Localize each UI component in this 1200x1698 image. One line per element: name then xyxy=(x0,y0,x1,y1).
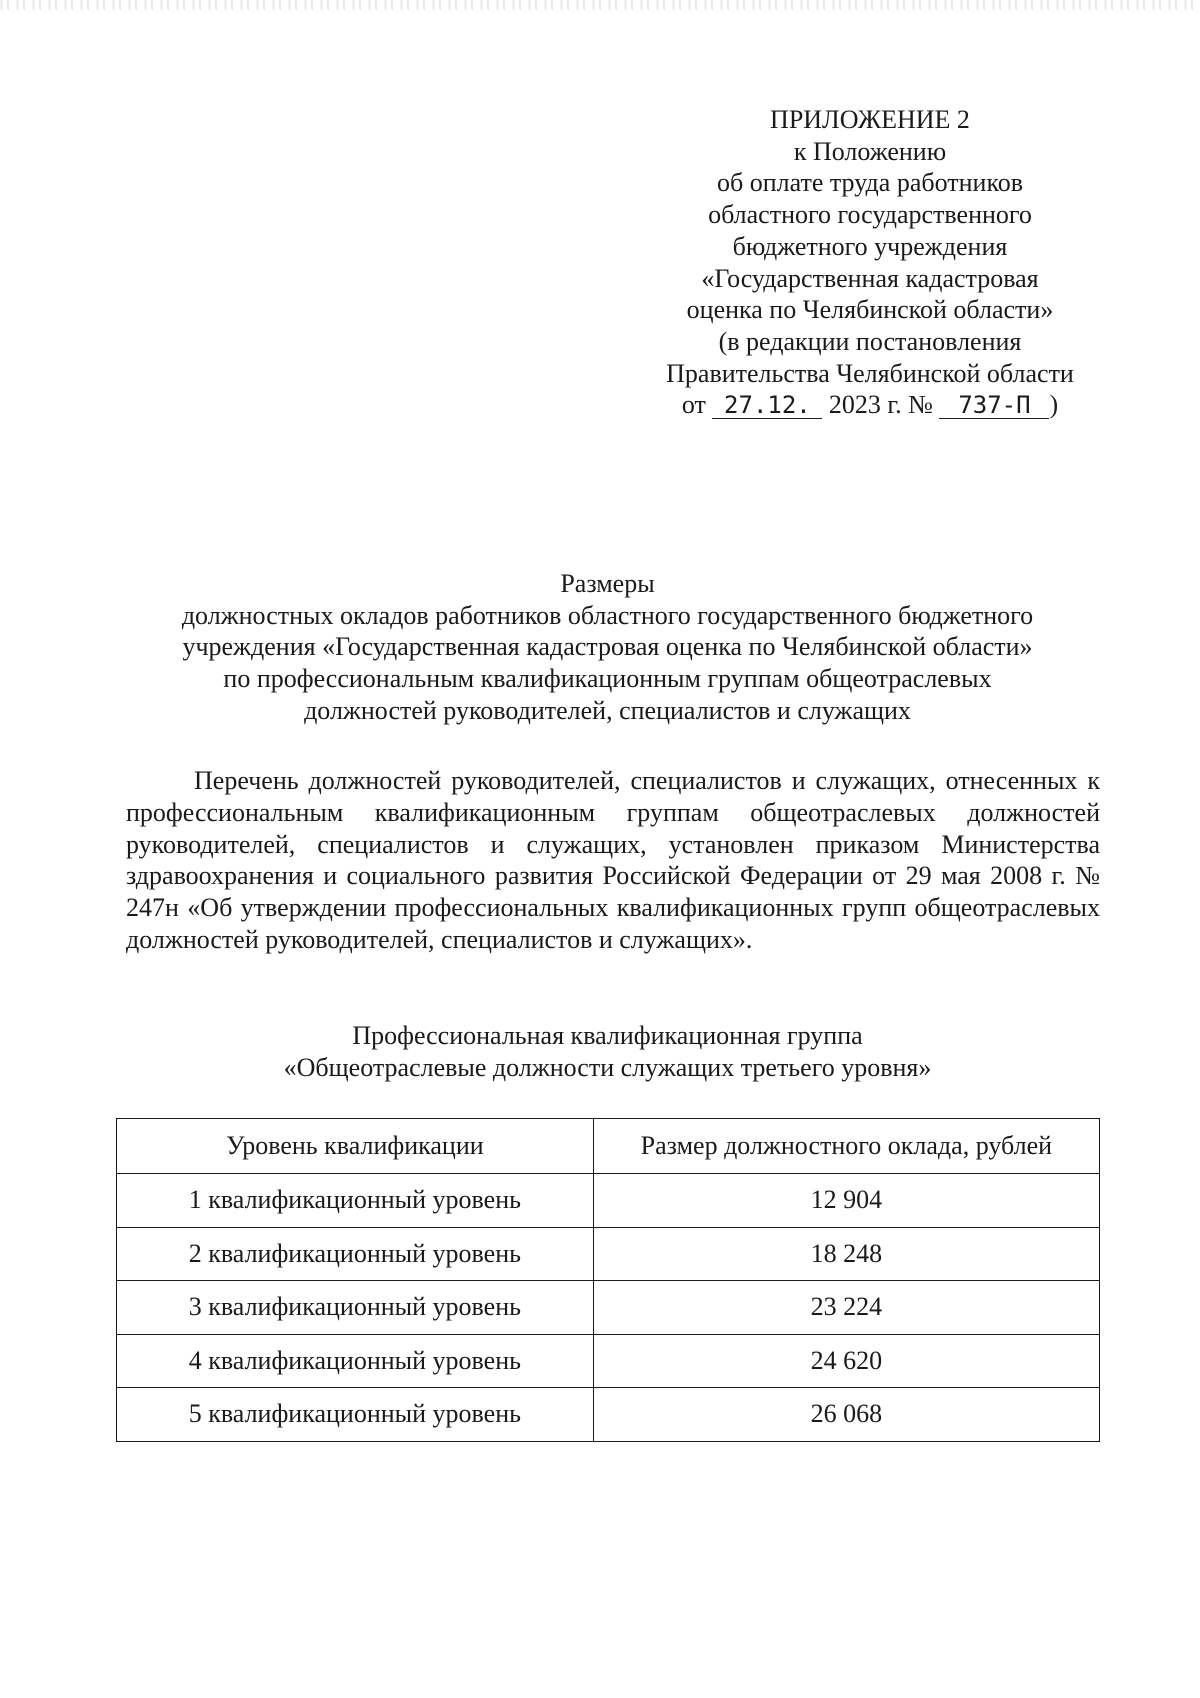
level-cell: 3 квалификационный уровень xyxy=(117,1281,594,1335)
table-row xyxy=(117,1227,1100,1281)
table-row xyxy=(117,1334,1100,1388)
resolution-date: 27.12. xyxy=(712,392,822,419)
closing-paren: ) xyxy=(1049,390,1059,420)
heading-line: учреждения «Государственная кадастровая оценка по Челябинской области» xyxy=(182,632,1033,662)
salary-cell: 24 620 xyxy=(593,1334,1099,1388)
appendix-line: областного государственного xyxy=(708,200,1032,230)
document-heading xyxy=(110,568,1105,727)
group-title-line: «Общеотраслевые должности служащих третьего уровня» xyxy=(283,1053,932,1082)
heading-line: должностных окладов работников областного государственного бюджетного xyxy=(181,600,1034,630)
salary-cell: 12 904 xyxy=(593,1174,1099,1228)
heading-line: по профессиональным квалификационным группам общеотраслевых xyxy=(223,664,992,694)
level-cell: 4 квалификационный уровень xyxy=(117,1334,594,1388)
appendix-line: к Положению xyxy=(793,136,947,166)
salary-cell: 26 068 xyxy=(593,1388,1099,1442)
appendix-line: бюджетного учреждения xyxy=(732,231,1008,261)
salary-table xyxy=(116,1118,1100,1442)
date-prefix: от xyxy=(681,390,706,420)
salary-cell: 23 224 xyxy=(593,1281,1099,1335)
appendix-date-line xyxy=(620,389,1120,421)
header-level: Уровень квалификации xyxy=(117,1119,594,1174)
appendix-line: об оплате труда работников xyxy=(716,168,1024,198)
appendix-line: Правительства Челябинской области xyxy=(666,358,1074,388)
salary-cell: 18 248 xyxy=(593,1227,1099,1281)
resolution-number: 737-П xyxy=(939,392,1049,419)
level-cell: 5 квалификационный уровень xyxy=(117,1388,594,1442)
year-text: 2023 г. № xyxy=(828,390,933,420)
appendix-title: ПРИЛОЖЕНИЕ 2 xyxy=(770,105,970,134)
body-paragraph: Перечень должностей руководителей, специалистов и служащих, отнесенных к профессиональным квалификационным группам общеотраслевых должностей руководителей, специалистов и служащих, установлен приказом Министерства здравоохранения и социального развития Российской Федерации от 29 мая 2008 г. № 247н «Об утверждении профессиональных квалификационных групп общеотраслевых должностей руководителей, специалистов и служащих». xyxy=(126,766,1100,954)
appendix-block xyxy=(620,104,1120,421)
level-cell: 2 квалификационный уровень xyxy=(117,1227,594,1281)
scan-edge-noise xyxy=(0,0,1200,10)
heading-line: должностей руководителей, специалистов и служащих xyxy=(304,695,911,725)
table-header-row xyxy=(117,1119,1100,1174)
appendix-line: «Государственная кадастровая xyxy=(701,263,1039,293)
table-row xyxy=(117,1281,1100,1335)
group-title-line: Профессиональная квалификационная группа xyxy=(352,1021,863,1050)
heading-title: Размеры xyxy=(560,569,655,598)
header-salary: Размер должностного оклада, рублей xyxy=(593,1119,1099,1174)
table-row xyxy=(117,1174,1100,1228)
table-row xyxy=(117,1388,1100,1442)
group-title xyxy=(110,1020,1105,1084)
level-cell: 1 квалификационный уровень xyxy=(117,1174,594,1228)
appendix-line: оценка по Челябинской области» xyxy=(686,295,1054,325)
appendix-line: (в редакции постановления xyxy=(718,326,1022,356)
